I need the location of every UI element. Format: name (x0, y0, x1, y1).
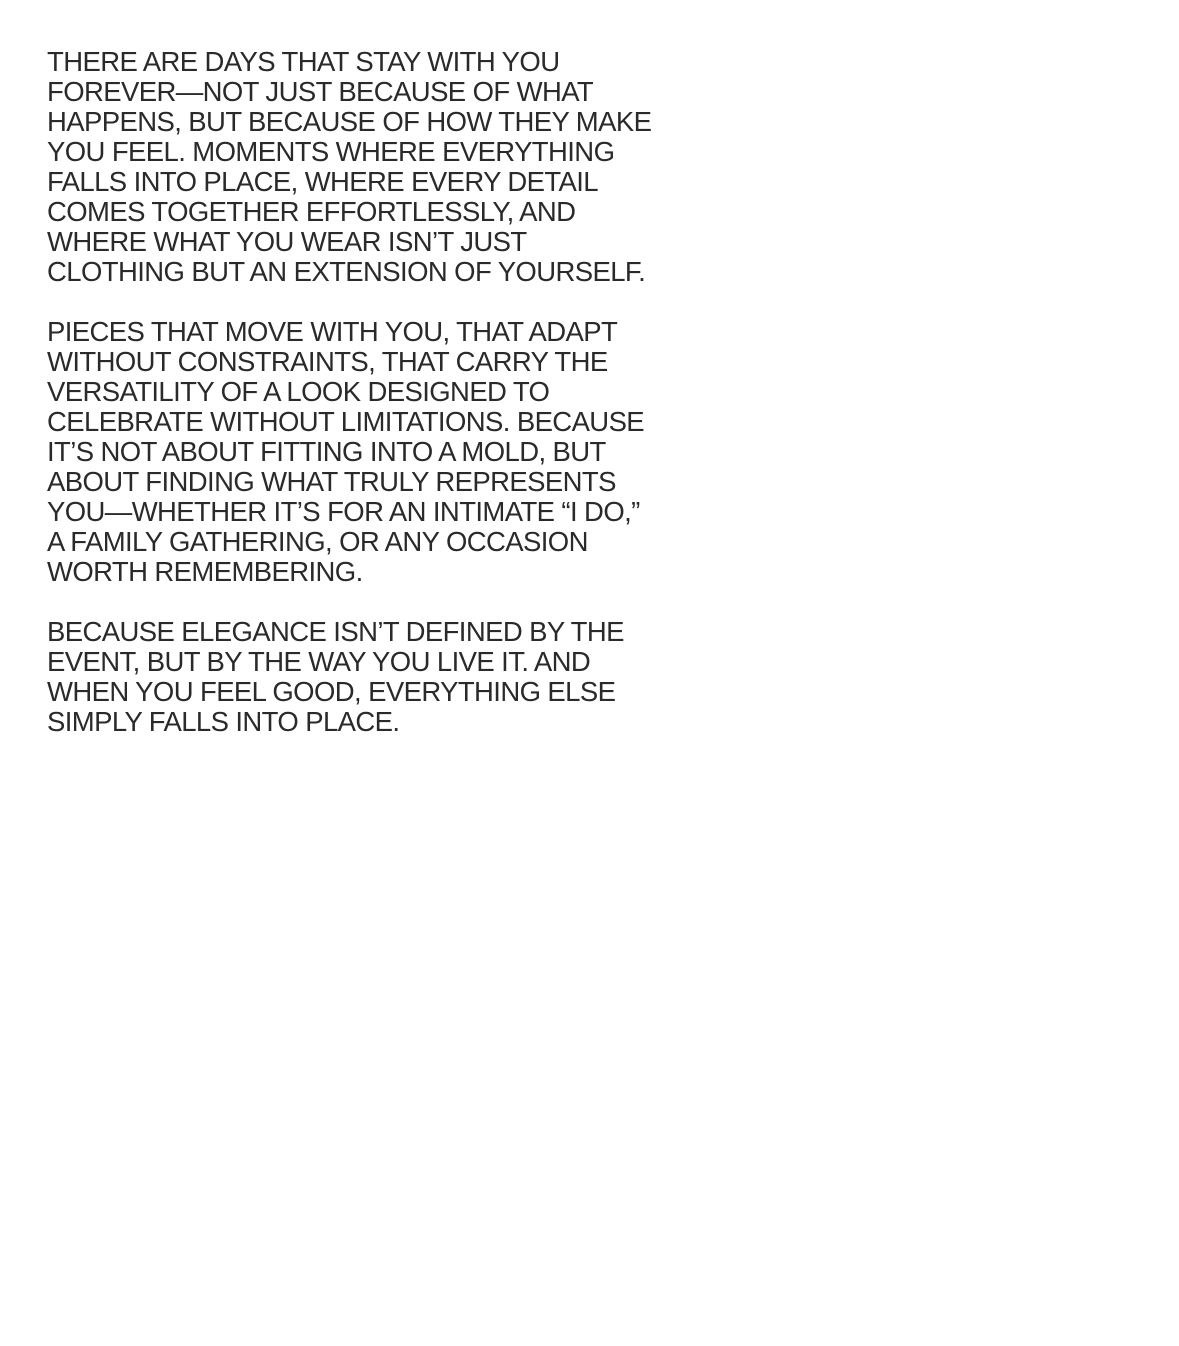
text-line: WORTH REMEMBERING. (47, 556, 363, 587)
text-line: FALLS INTO PLACE, WHERE EVERY DETAIL (47, 166, 598, 197)
text-line: CELEBRATE WITHOUT LIMITATIONS. BECAUSE (47, 406, 645, 437)
article-body (47, 47, 747, 767)
text-line: WHEN YOU FEEL GOOD, EVERYTHING ELSE (47, 676, 616, 707)
text-line: YOU FEEL. MOMENTS WHERE EVERYTHING (47, 136, 615, 167)
text-line: BECAUSE ELEGANCE ISN’T DEFINED BY THE (47, 616, 624, 647)
paragraph-1 (47, 47, 747, 287)
paragraph-2 (47, 317, 747, 587)
text-line: YOU—WHETHER IT’S FOR AN INTIMATE “I DO,” (47, 496, 640, 527)
text-line: FOREVER—NOT JUST BECAUSE OF WHAT (47, 76, 594, 107)
text-line: PIECES THAT MOVE WITH YOU, THAT ADAPT (47, 316, 618, 347)
text-line: EVENT, BUT BY THE WAY YOU LIVE IT. AND (47, 646, 591, 677)
text-line: CLOTHING BUT AN EXTENSION OF YOURSELF. (47, 256, 646, 287)
text-line: WITHOUT CONSTRAINTS, THAT CARRY THE (47, 346, 608, 377)
text-line: A FAMILY GATHERING, OR ANY OCCASION (47, 526, 588, 557)
text-line: VERSATILITY OF A LOOK DESIGNED TO (47, 376, 550, 407)
text-line: COMES TOGETHER EFFORTLESSLY, AND (47, 196, 576, 227)
text-line: HAPPENS, BUT BECAUSE OF HOW THEY MAKE (47, 106, 652, 137)
text-line: WHERE WHAT YOU WEAR ISN’T JUST (47, 226, 527, 257)
text-line: IT’S NOT ABOUT FITTING INTO A MOLD, BUT (47, 436, 606, 467)
paragraph-3 (47, 617, 747, 737)
text-line: THERE ARE DAYS THAT STAY WITH YOU (47, 46, 560, 77)
text-line: SIMPLY FALLS INTO PLACE. (47, 706, 400, 737)
text-line: ABOUT FINDING WHAT TRULY REPRESENTS (47, 466, 616, 497)
